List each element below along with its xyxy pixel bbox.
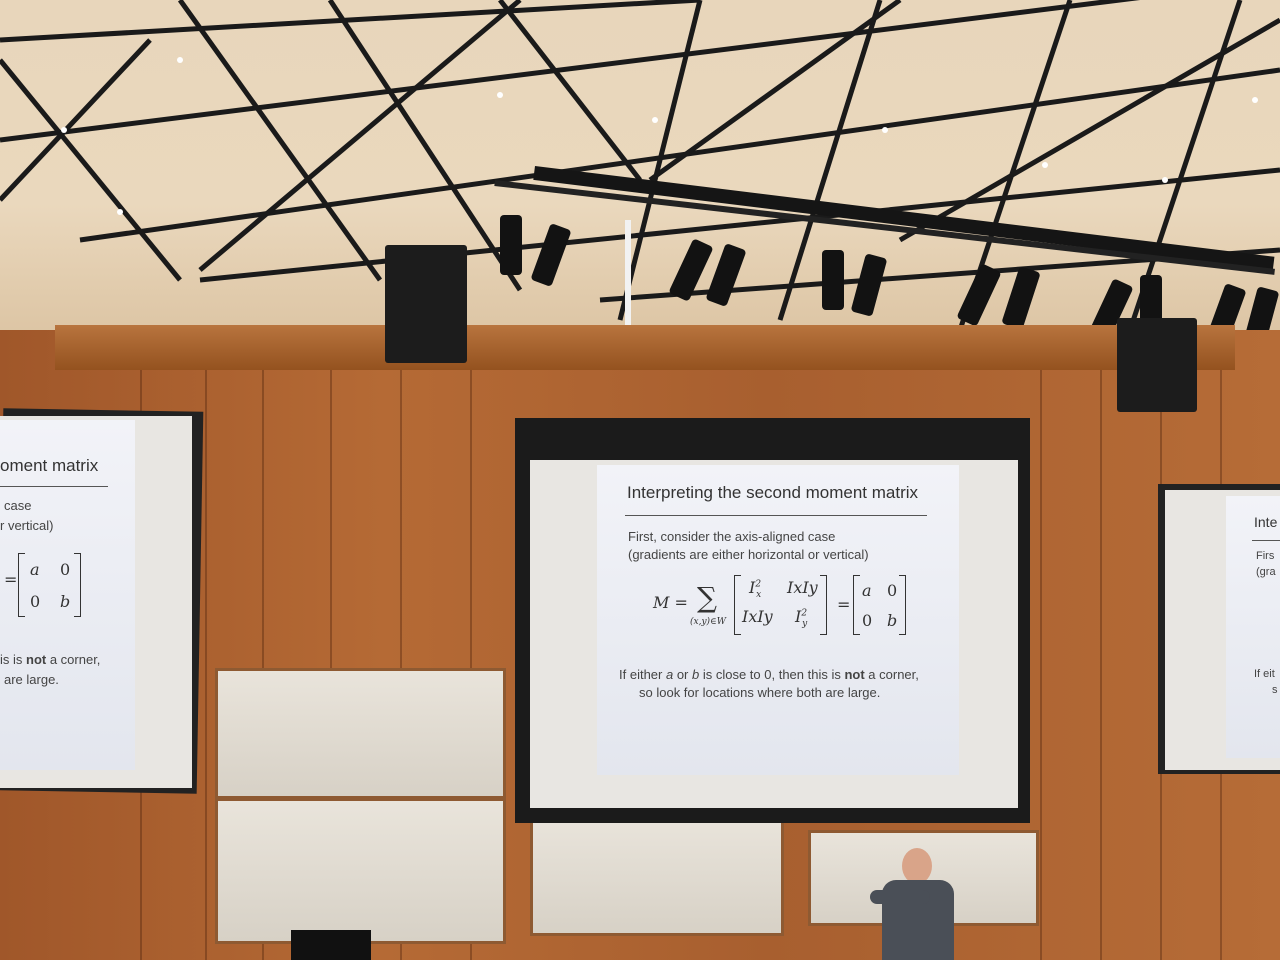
right-conclusion-1: If eit [1254,668,1275,680]
left-a: a [30,560,40,579]
left-title-underline [0,486,108,487]
ceiling-panels [0,0,1280,340]
left-bracket-right [74,553,81,617]
stage-light [500,215,522,275]
lecturer-arm [870,890,930,904]
left-line-1: case [4,498,32,513]
left-slide-title: oment matrix [0,456,99,475]
diag-bracket-left [853,575,860,635]
left-slide [0,420,135,770]
title-underline [625,515,927,516]
conclusion-line-1: If either a or b is close to 0, then this is not a corner, [619,667,919,682]
left-conclusion-1: is is not a corner, [0,652,101,667]
m21: IxIy [742,607,773,626]
right-slide-title: Inte [1254,514,1278,530]
left-equals: = [4,570,18,589]
left-b: b [60,592,71,611]
m12: IxIy [787,578,818,597]
wood-fascia [55,325,1235,370]
m11: $I^2_x$ [749,578,762,601]
eq-equals: = [837,595,851,614]
right-line-2: (gra [1256,566,1276,578]
eq-lhs: M = [653,593,688,612]
eq-sum: ∑ [697,581,717,614]
chalkboard [530,815,784,936]
speaker-right [1117,318,1197,412]
speaker-left [385,245,467,363]
left-line-2: r vertical) [0,518,54,533]
right-conclusion-2: s [1272,684,1278,696]
slide-line-1: First, consider the axis-aligned case [628,529,836,544]
left-zero-2: 0 [30,592,41,611]
diag-bracket-right [899,575,906,635]
chalkboard [215,798,506,944]
right-slide [1226,496,1280,758]
left-zero-1: 0 [60,560,71,579]
conclusion-line-2: so look for locations where both are large. [639,685,881,700]
lecturer [870,848,960,960]
diag-a: a [862,581,872,600]
diag-zero-1: 0 [887,581,898,600]
matrix-bracket-right [820,575,827,635]
stage-light [822,250,844,310]
left-bracket-left [18,553,25,617]
ceiling [0,0,1280,340]
right-line-1: Firs [1256,550,1275,562]
eq-sum-sub: (x,y)∈W [690,617,726,627]
m22: $I^2_y$ [795,607,808,630]
chalkboard [215,668,506,799]
right-title-underline [1252,540,1280,541]
slide-line-2: (gradients are either horizontal or vertical) [628,547,869,562]
matrix-bracket-left [734,575,741,635]
lecturer-head [902,848,932,884]
diag-b: b [887,611,898,630]
left-conclusion-2: are large. [4,672,59,687]
slide-title: Interpreting the second moment matrix [627,483,919,502]
podium-monitor [291,930,371,960]
diag-zero-2: 0 [862,611,873,630]
center-slide [597,465,959,775]
